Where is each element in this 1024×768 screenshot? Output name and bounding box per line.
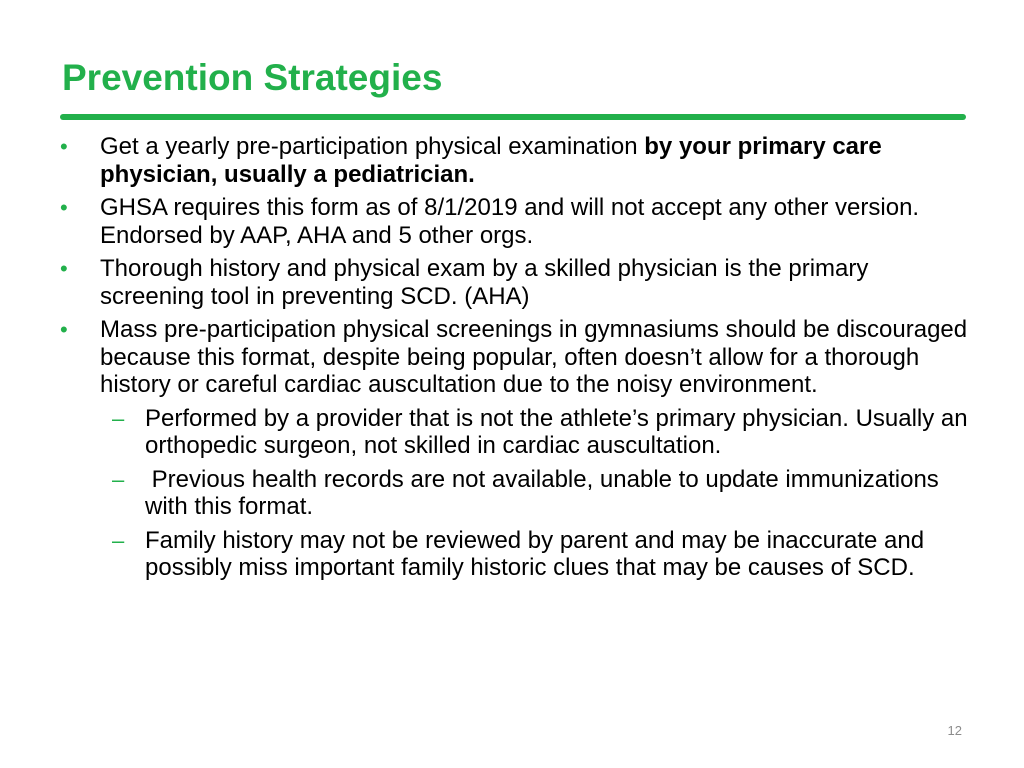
bullet-item-2 (60, 194, 970, 249)
title-underline (60, 114, 966, 120)
bullet-text: Mass pre-participation physical screenings in gymnasiums should be discouraged because this format, despite being popular, often doesn’t allow for a thorough history or careful cardiac auscultation due to the noisy environment. (100, 316, 968, 398)
bullet-item-3 (60, 255, 970, 310)
dash-icon: – (112, 466, 125, 492)
sub-bullet-item-1 (60, 405, 970, 460)
page-number: 12 (947, 723, 962, 738)
sub-bullet-text: Previous health records are not available, unable to update immunizations with this format. (145, 465, 946, 520)
bullet-icon: • (60, 256, 68, 281)
slide-title: Prevention Strategies (62, 57, 443, 98)
bullet-text: GHSA requires this form as of 8/1/2019 and will not accept any other version. Endorsed by AAP, AHA and 5 other orgs. (100, 194, 920, 249)
sub-bullet-item-3 (60, 527, 970, 582)
bullet-icon: • (60, 195, 68, 220)
bullet-icon: • (60, 134, 68, 159)
bullet-text: Thorough history and physical exam by a skilled physician is the primary screening tool in preventing SCD. (AHA) (100, 255, 869, 310)
dash-icon: – (112, 405, 125, 431)
bullet-icon: • (60, 317, 68, 342)
bullet-item-1 (60, 133, 970, 188)
bullet-bold-text: by your primary care physician, usually a pediatrician. (100, 133, 882, 188)
sub-bullet-list (100, 405, 970, 582)
bullet-text: Get a yearly pre-participation physical examination (100, 133, 645, 160)
bullet-list (60, 133, 970, 588)
bullet-item-4 (60, 316, 970, 582)
sub-bullet-text: Family history may not be reviewed by parent and may be inaccurate and possibly miss important family historic clues that may be causes of SCD. (145, 526, 925, 581)
sub-bullet-item-2 (60, 466, 970, 521)
dash-icon: – (112, 527, 125, 553)
sub-bullet-text: Performed by a provider that is not the athlete’s primary physician. Usually an orthopedic surgeon, not skilled in cardiac auscultation. (145, 404, 968, 459)
